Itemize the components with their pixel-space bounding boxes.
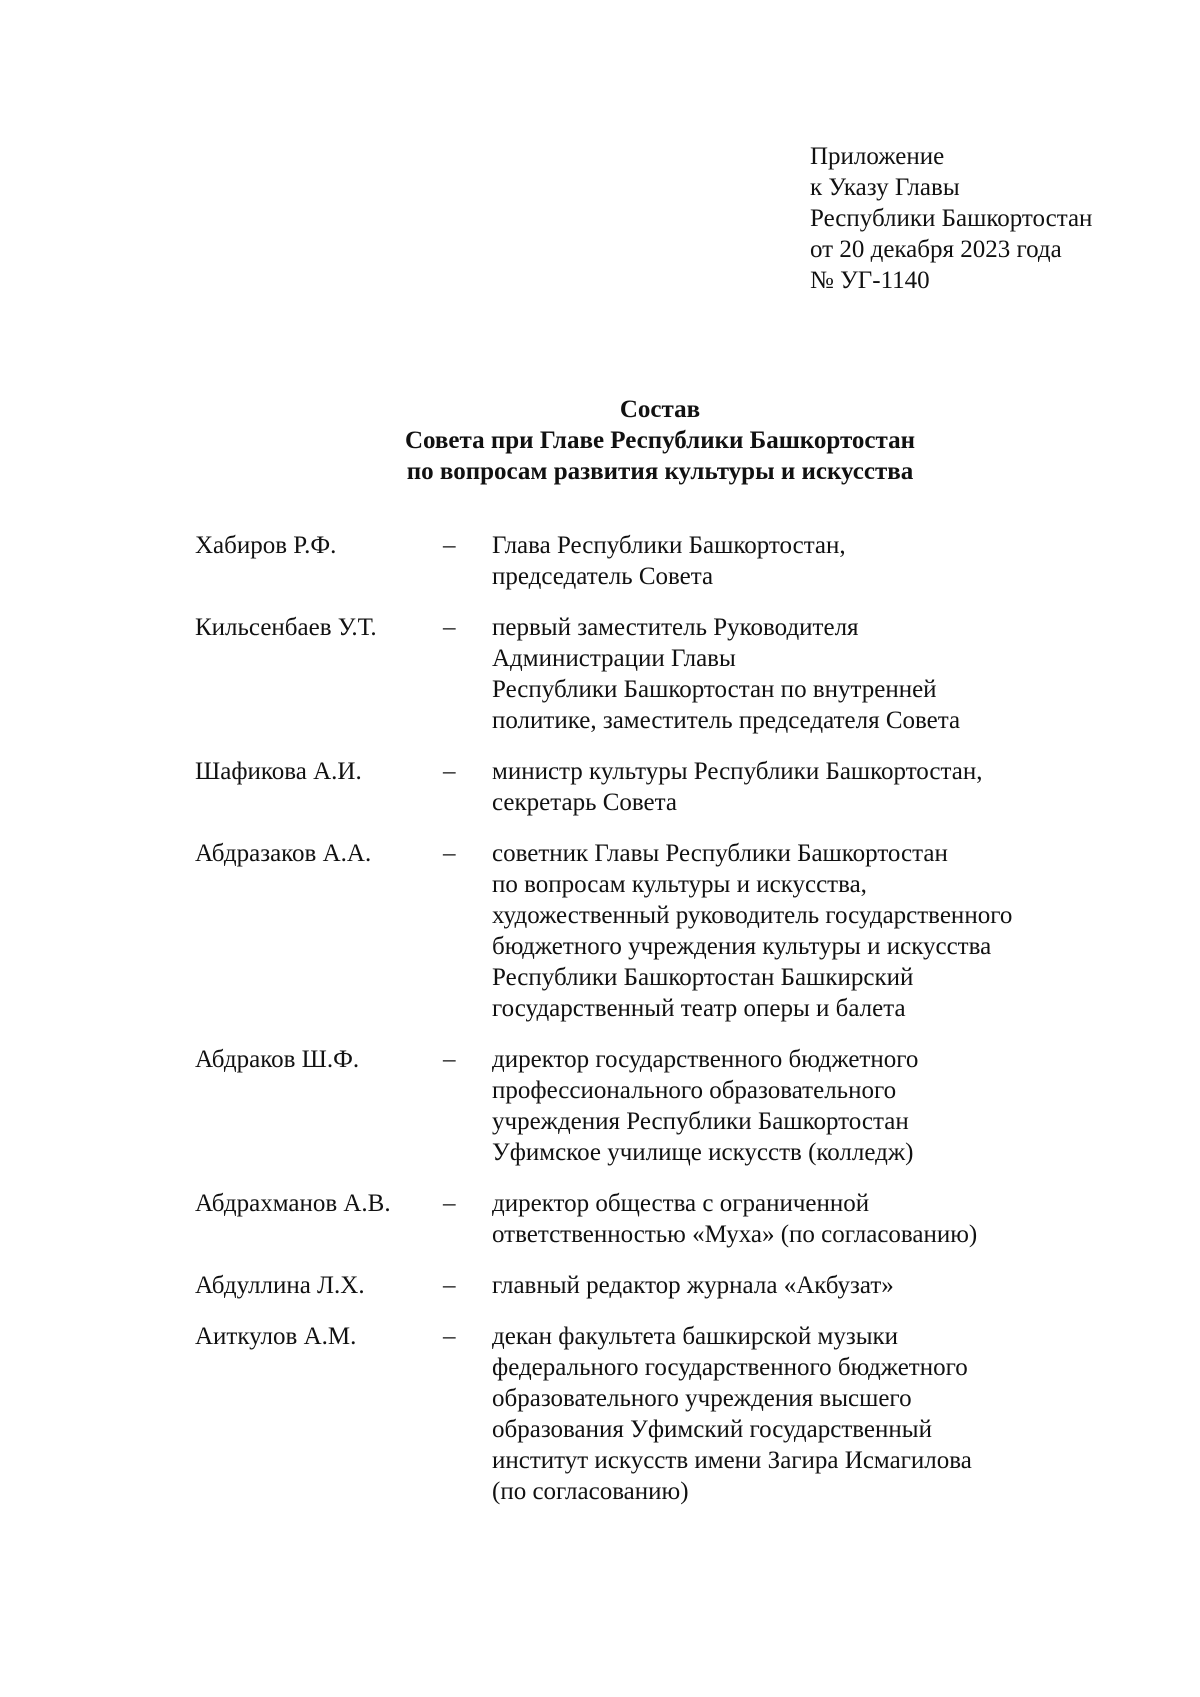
appendix-line: от 20 декабря 2023 года [810,236,1062,263]
member-name: Кильсенбаев У.Т. [195,614,377,641]
member-row [0,612,1200,736]
member-role-line: художественный руководитель государственного [492,902,1013,929]
appendix-line: Республики Башкортостан [810,205,1093,232]
member-role-line: по вопросам культуры и искусства, [492,871,867,898]
member-dash: – [443,1323,456,1350]
member-role-line: председатель Совета [492,563,714,590]
member-role-line: главный редактор журнала «Акбузат» [492,1272,894,1299]
member-role [492,1270,1092,1301]
member-dash: – [443,614,456,641]
member-role-line: учреждения Республики Башкортостан [492,1108,909,1135]
member-role-line: Республики Башкортостан по внутренней [492,676,937,703]
member-role-line: Глава Республики Башкортостан, [492,532,846,559]
member-role-line: бюджетного учреждения культуры и искусства [492,933,992,960]
member-role-line: федерального государственного бюджетного [492,1354,968,1381]
member-name: Абдразаков А.А. [195,840,372,867]
member-row [0,1188,1200,1250]
member-dash: – [443,1046,456,1073]
member-role-line: государственный театр оперы и балета [492,995,906,1022]
member-name: Абдрахманов А.В. [195,1190,391,1217]
member-role [492,612,1092,736]
member-role-line: директор государственного бюджетного [492,1046,919,1073]
member-role [492,1044,1092,1168]
member-dash: – [443,840,456,867]
member-role-line: первый заместитель Руководителя [492,614,859,641]
member-role-line: ответственностью «Муха» (по согласованию) [492,1221,978,1248]
member-role-line: образовательного учреждения высшего [492,1385,912,1412]
member-row [0,1321,1200,1507]
member-role-line: образования Уфимский государственный [492,1416,932,1443]
appendix-header [810,141,1092,296]
member-name: Аиткулов А.М. [195,1323,357,1350]
member-role-line: Уфимское училище искусств (колледж) [492,1139,914,1166]
member-role-line: (по согласованию) [492,1478,689,1505]
member-row [0,1044,1200,1168]
title-line: Совета при Главе Республики Башкортостан [405,427,915,454]
members-list [0,530,1200,1527]
member-row [0,1270,1200,1301]
member-name: Абдраков Ш.Ф. [195,1046,360,1073]
member-role-line: министр культуры Республики Башкортостан, [492,758,983,785]
appendix-line: к Указу Главы [810,174,960,201]
member-role-line: декан факультета башкирской музыки [492,1323,899,1350]
title-line: по вопросам развития культуры и искусства [406,458,914,485]
member-row [0,838,1200,1024]
member-dash: – [443,532,456,559]
member-role [492,756,1092,818]
member-dash: – [443,1272,456,1299]
member-name: Шафикова А.И. [195,758,362,785]
member-role-line: секретарь Совета [492,789,677,816]
member-role-line: советник Главы Республики Башкортостан [492,840,948,867]
member-role-line: Администрации Главы [492,645,736,672]
member-name: Абдуллина Л.Х. [195,1272,365,1299]
member-dash: – [443,758,456,785]
member-role-line: директор общества с ограниченной [492,1190,870,1217]
member-dash: – [443,1190,456,1217]
member-role-line: институт искусств имени Загира Исмагилова [492,1447,972,1474]
appendix-line: Приложение [810,143,945,170]
member-role [492,1321,1092,1507]
member-role [492,838,1092,1024]
member-role-line: Республики Башкортостан Башкирский [492,964,914,991]
title-line: Состав [619,396,701,423]
member-role [492,1188,1092,1250]
member-name: Хабиров Р.Ф. [195,532,337,559]
member-role-line: профессионального образовательного [492,1077,897,1104]
member-role [492,530,1092,592]
member-row [0,756,1200,818]
member-role-line: политике, заместитель председателя Совета [492,707,961,734]
document-title [0,394,1200,487]
appendix-line: № УГ-1140 [810,267,930,294]
member-row [0,530,1200,592]
